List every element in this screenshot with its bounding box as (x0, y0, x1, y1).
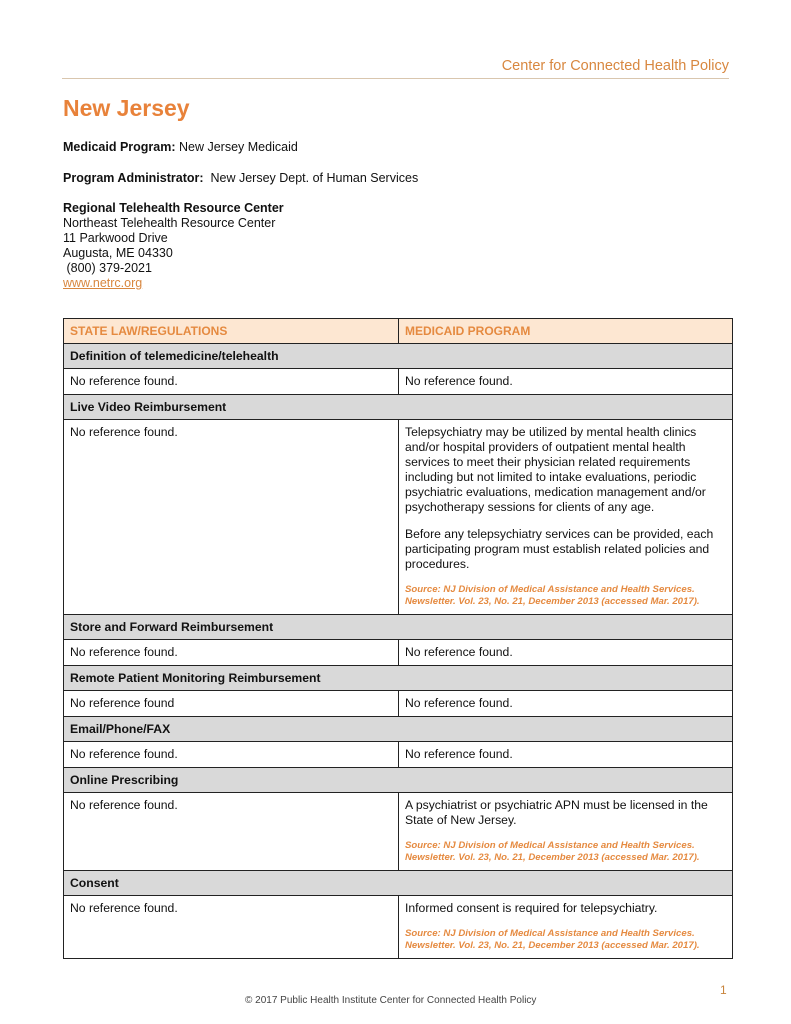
medicaid-cell (399, 420, 733, 615)
table-row (64, 640, 733, 666)
medicaid-cell (399, 369, 733, 395)
program-administrator-line (63, 171, 418, 185)
table-row (64, 896, 733, 959)
medicaid-cell (399, 640, 733, 666)
state-law-cell: No reference found. (64, 896, 399, 959)
medicaid-text: Telepsychiatry may be utilized by mental health clinics and/or hospital providers of outpatient mental health services to meet their physician related requirements including but not limited to intake evaluations, periodic psychiatric evaluations, medication management and/or psychotherapy sessions for clients of any age. (405, 425, 706, 514)
table-header-row (64, 319, 733, 344)
state-law-cell: No reference found. (64, 793, 399, 871)
section-title: Definition of telemedicine/telehealth (64, 344, 733, 369)
section-row-email-phone-fax (64, 717, 733, 742)
source-citation: Source: NJ Division of Medical Assistance and Health Services. Newsletter. Vol. 23, No. 21, December 2013 (accessed Mar. 2017). (405, 840, 700, 863)
section-title: Live Video Reimbursement (64, 395, 733, 420)
footer-copyright: © 2017 Public Health Institute Center for Connected Health Policy (245, 995, 537, 1006)
resource-center-phone: (800) 379-2021 (63, 261, 152, 275)
policy-table (63, 318, 733, 959)
page-title: New Jersey (63, 95, 190, 121)
program-administrator-value: New Jersey Dept. of Human Services (203, 171, 419, 185)
section-row-online-prescribing (64, 768, 733, 793)
state-law-cell: No reference found. (64, 369, 399, 395)
section-row-store-forward (64, 615, 733, 640)
column-header-state-law: STATE LAW/REGULATIONS (64, 319, 399, 344)
resource-center-title: Regional Telehealth Resource Center (63, 201, 284, 215)
header-divider (62, 78, 729, 79)
medicaid-text: No reference found. (405, 645, 513, 659)
medicaid-cell (399, 793, 733, 871)
medicaid-cell (399, 742, 733, 768)
section-row-live-video (64, 395, 733, 420)
medicaid-text: No reference found. (405, 374, 513, 388)
state-law-cell: No reference found. (64, 742, 399, 768)
source-citation: Source: NJ Division of Medical Assistance and Health Services. Newsletter. Vol. 23, No. 21, December 2013 (accessed Mar. 2017). (405, 584, 700, 607)
section-title: Email/Phone/FAX (64, 717, 733, 742)
source-citation: Source: NJ Division of Medical Assistance and Health Services. Newsletter. Vol. 23, No. 21, December 2013 (accessed Mar. 2017). (405, 928, 700, 951)
medicaid-text: Informed consent is required for telepsychiatry. (405, 901, 658, 915)
table-row (64, 420, 733, 615)
medicaid-program-line (63, 140, 298, 154)
table-row (64, 691, 733, 717)
program-administrator-label: Program Administrator: (63, 171, 204, 185)
table-row (64, 793, 733, 871)
section-title: Consent (64, 871, 733, 896)
page-number: 1 (720, 983, 727, 997)
medicaid-cell (399, 691, 733, 717)
table-row (64, 742, 733, 768)
resource-center-block (63, 201, 284, 291)
column-header-medicaid: MEDICAID PROGRAM (399, 319, 733, 344)
medicaid-text: Before any telepsychiatry services can be provided, each participating program must establish related policies and procedures. (405, 527, 714, 571)
header-brand: Center for Connected Health Policy (501, 58, 729, 74)
section-row-consent (64, 871, 733, 896)
section-title: Remote Patient Monitoring Reimbursement (64, 666, 733, 691)
medicaid-text: No reference found. (405, 747, 513, 761)
medicaid-program-label: Medicaid Program: (63, 140, 176, 154)
section-title: Online Prescribing (64, 768, 733, 793)
medicaid-text: A psychiatrist or psychiatric APN must be licensed in the State of New Jersey. (405, 798, 708, 827)
resource-center-address-line1: 11 Parkwood Drive (63, 231, 168, 245)
resource-center-link[interactable]: www.netrc.org (63, 276, 143, 290)
section-title: Store and Forward Reimbursement (64, 615, 733, 640)
medicaid-text: No reference found. (405, 696, 513, 710)
state-law-cell: No reference found. (64, 420, 399, 615)
section-row-remote-monitoring (64, 666, 733, 691)
medicaid-cell (399, 896, 733, 959)
state-law-cell: No reference found (64, 691, 399, 717)
section-row-definition (64, 344, 733, 369)
state-law-cell: No reference found. (64, 640, 399, 666)
medicaid-program-value: New Jersey Medicaid (175, 140, 298, 154)
resource-center-name: Northeast Telehealth Resource Center (63, 216, 276, 230)
table-row (64, 369, 733, 395)
resource-center-address-line2: Augusta, ME 04330 (63, 246, 173, 260)
